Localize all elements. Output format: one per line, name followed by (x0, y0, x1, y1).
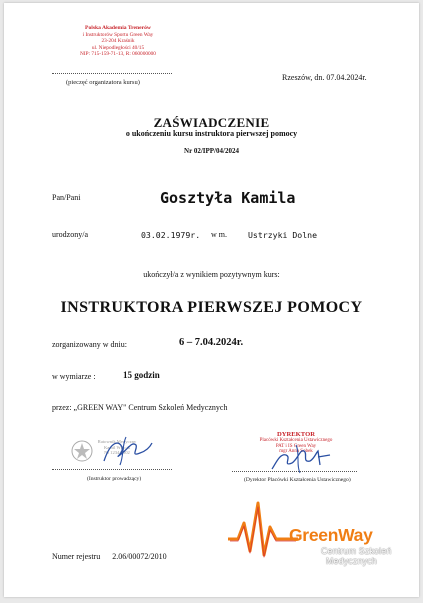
salutation-label: Pan/Pani (52, 193, 81, 202)
director-title: DYREKTOR (277, 431, 315, 438)
stamp-line: Polska Akademia Trenerów (85, 25, 151, 31)
person-name: Gosztyła Kamila (160, 189, 296, 207)
director-signature (266, 439, 336, 475)
certificate-page (4, 3, 419, 597)
birth-date: 03.02.1979r. (141, 230, 201, 240)
register-value: 2.06/00072/2010 (112, 552, 167, 561)
stamp-caption: (pieczęć organizatora kursu) (66, 79, 140, 86)
organizer-text: przez: „GREEN WAY" Centrum Szkoleń Medycznych (52, 403, 228, 412)
stamp-line: Kamil Wójcik (103, 444, 131, 450)
birth-place: Ustrzyki Dolne (248, 230, 318, 240)
director-line: Placówki Kształcenia Ustawicznego (259, 438, 333, 444)
organized-date: 6 – 7.04.2024r. (179, 337, 244, 348)
register-number (52, 552, 167, 561)
organized-label: zorganizowany w dniu: (52, 340, 127, 349)
logo-line1: Centrum Szkoleń (321, 546, 392, 556)
instructor-caption: (Instruktor prowadzący) (87, 476, 142, 482)
certificate-subtitle: o ukończeniu kursu instruktora pierwszej pomocy (125, 129, 298, 138)
emblem-icon (70, 439, 94, 463)
stamp-line: Ratownik Medyczny (97, 439, 137, 444)
place-date: Rzeszów, dn. 07.04.2024r. (282, 73, 367, 82)
logo-line2: Medycznych (326, 556, 377, 566)
course-name: INSTRUKTORA PIERWSZEJ POMOCY (60, 299, 363, 316)
instructor-signature-line (52, 469, 172, 470)
director-signature-line (232, 471, 357, 472)
heartbeat-logo-icon (228, 495, 298, 561)
director-line: mgr Anna Sobek (279, 449, 313, 455)
organizer-stamp (52, 25, 184, 71)
duration-label: w wymiarze : (52, 372, 96, 381)
completed-text: ukończył/a z wynikiem pozytywnym kurs: (143, 270, 280, 279)
director-caption: (Dyrektor Placówki Kształcenia Ustawicznego) (244, 477, 351, 483)
born-label: urodzony/a (52, 230, 88, 239)
in-label: w m. (211, 230, 227, 239)
logo-wordmark: GreenWay (289, 525, 373, 545)
certificate-number: Nr 02/IPP/04/2024 (184, 147, 239, 155)
stamp-line: Nr 1234/2002 (104, 450, 130, 456)
stamp-line: ul. Niepodległości 40/15 (91, 44, 145, 51)
stamp-line: i Instruktorów Sportu Green Way (82, 31, 154, 38)
duration-value: 15 godzin (123, 370, 160, 380)
certificate-title: ZAŚWIADCZENIE (153, 115, 270, 130)
stamp-dotted-line (52, 73, 172, 74)
register-label: Numer rejestru (52, 552, 101, 561)
stamp-line: 23-204 Kraśnik (101, 38, 135, 45)
director-line: PAT i IS Green Way (275, 443, 317, 449)
stamp-line: NIP: 715-159-71-13, R: 060000000 (80, 51, 156, 58)
instructor-signature (96, 433, 156, 469)
